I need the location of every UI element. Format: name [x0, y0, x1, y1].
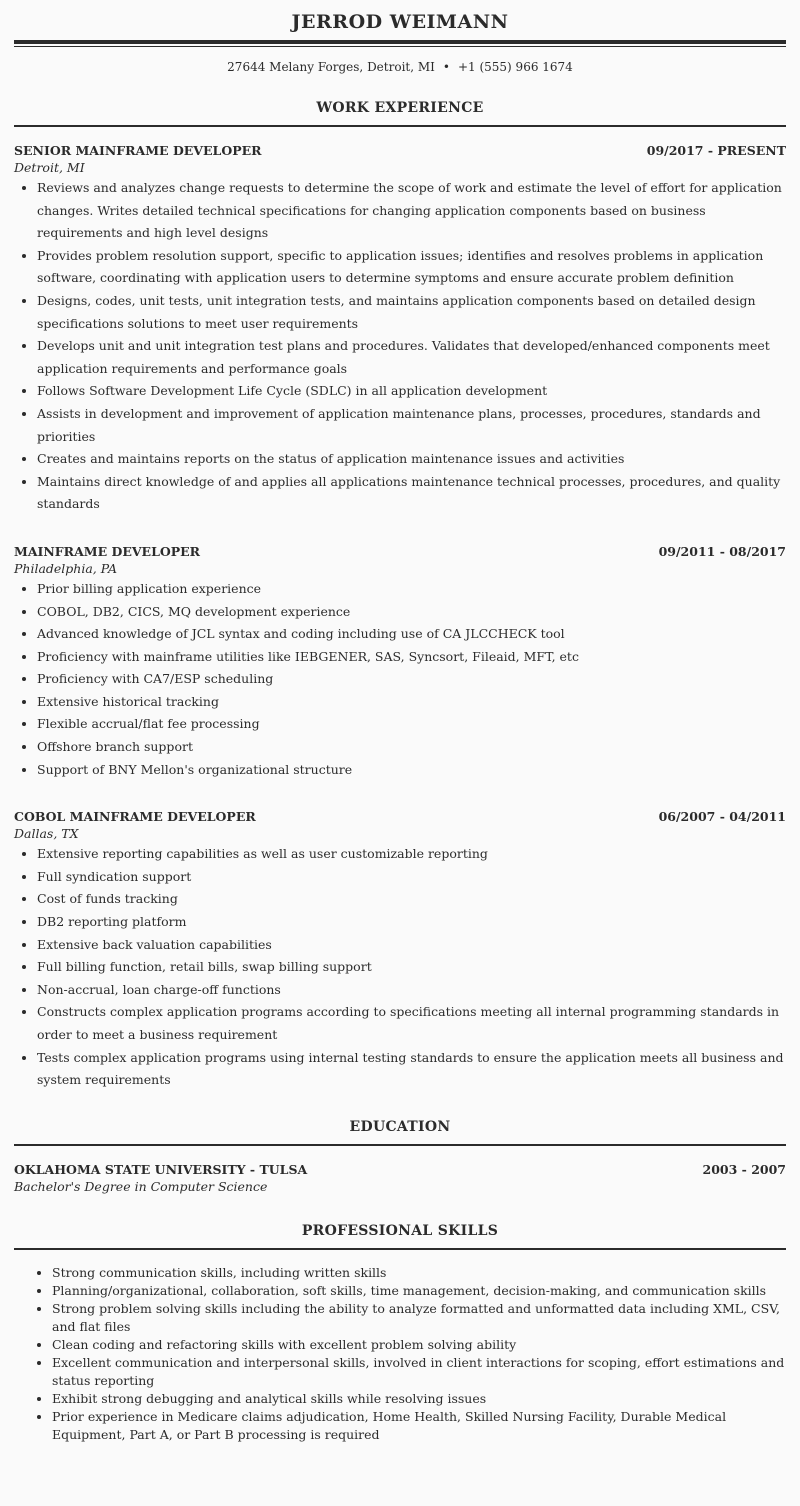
job-bullet: • Proficiency with mainframe utilities like IEBGENER, SAS, Syncsort, Fileaid, MFT, etc: [37, 646, 786, 669]
job-bullet: • Extensive back valuation capabilities: [37, 934, 786, 957]
job-bullets: [14, 578, 786, 781]
job-bullet: • Full syndication support: [37, 866, 786, 889]
education-entry: [14, 1162, 786, 1196]
job-bullet: • Assists in development and improvement of application maintenance plans, processes, procedures, standards and priorities: [37, 403, 786, 448]
skill-item: • Excellent communication and interpersonal skills, involved in client interactions for scoping, effort estimations and status reporting: [52, 1354, 786, 1390]
job-bullet: • DB2 reporting platform: [37, 911, 786, 934]
job-header: [14, 809, 786, 825]
job-bullet: • Flexible accrual/flat fee processing: [37, 713, 786, 736]
job-bullet: • Provides problem resolution support, specific to application issues; identifies and resolves problems in application software, coordinating with application users to determine symptoms and ensure accurate problem definition: [37, 245, 786, 290]
candidate-name: JERROD WEIMANN: [291, 11, 509, 33]
school-name: OKLAHOMA STATE UNIVERSITY - TULSA: [14, 1161, 308, 1177]
job-bullet: • Non-accrual, loan charge-off functions: [37, 979, 786, 1002]
job-bullet: • Prior billing application experience: [37, 578, 786, 601]
skill-item: • Strong communication skills, including written skills: [52, 1264, 786, 1282]
job-title: SENIOR MAINFRAME DEVELOPER: [14, 143, 262, 158]
job-header: [14, 544, 786, 560]
skill-item: • Strong problem solving skills including the ability to analyze formatted and unformatted data including XML, CSV, and flat files: [52, 1300, 786, 1336]
education-dates: 2003 - 2007: [702, 1161, 786, 1177]
job-bullet: • Proficiency with CA7/ESP scheduling: [37, 668, 786, 691]
education-section: [14, 1118, 786, 1196]
skills-list: [14, 1264, 786, 1444]
section-rule: [14, 1248, 786, 1250]
job-entry: [14, 544, 786, 781]
contact-phone: +1 (555) 966 1674: [457, 60, 573, 74]
degree: Bachelor's Degree in Computer Science: [14, 1178, 268, 1194]
section-rule: [14, 1144, 786, 1146]
skill-item: • Planning/organizational, collaboration, soft skills, time management, decision-making, and communication skills: [52, 1282, 786, 1300]
job-bullet: • Designs, codes, unit tests, unit integration tests, and maintains application components based on detailed design specifications solutions to meet user requirements: [37, 290, 786, 335]
job-title: COBOL MAINFRAME DEVELOPER: [14, 809, 256, 825]
job-entry: [14, 809, 786, 1092]
job-location: Detroit, MI: [14, 160, 85, 175]
job-bullet: • Develops unit and unit integration test plans and procedures. Validates that developed/enhanced components meet application requirements and performance goals: [37, 335, 786, 380]
job-bullet: • Constructs complex application programs according to specifications meeting all internal programming standards in order to meet a business requirement: [37, 1001, 786, 1046]
job-bullet: • Offshore branch support: [37, 736, 786, 759]
contact-address: 27644 Melany Forges, Detroit, MI: [227, 60, 435, 74]
job-bullet: • COBOL, DB2, CICS, MQ development experience: [37, 601, 786, 624]
job-bullet: • Reviews and analyzes change requests to determine the scope of work and estimate the level of effort for application changes. Writes detailed technical specifications for changing application components based on business requirements and high level designs: [37, 177, 786, 245]
job-bullet: • Tests complex application programs using internal testing standards to ensure the application meets all business and system requirements: [37, 1047, 786, 1092]
contact-separator: •: [442, 60, 450, 74]
section-title-professional-skills: PROFESSIONAL SKILLS: [301, 1222, 499, 1239]
skills-section: [14, 1222, 786, 1444]
skill-item: • Prior experience in Medicare claims adjudication, Home Health, Skilled Nursing Facility, Durable Medical Equipment, Part A, or Part B processing is required: [52, 1408, 786, 1444]
section-title-work-experience: WORK EXPERIENCE: [316, 100, 484, 116]
job-location: Philadelphia, PA: [14, 560, 118, 576]
job-dates: 09/2011 - 08/2017: [658, 543, 786, 559]
section-title-education: EDUCATION: [349, 1118, 451, 1135]
job-bullet: • Follows Software Development Life Cycle (SDLC) in all application development: [37, 380, 786, 403]
section-rule: [14, 125, 786, 127]
job-bullet: • Advanced knowledge of JCL syntax and coding including use of CA JLCCHECK tool: [37, 623, 786, 646]
job-bullet: • Full billing function, retail bills, swap billing support: [37, 956, 786, 979]
header-rule-thick: [14, 40, 786, 44]
job-dates: 06/2007 - 04/2011: [658, 809, 786, 825]
job-bullet: • Creates and maintains reports on the status of application maintenance issues and activities: [37, 448, 786, 471]
job-header: [14, 143, 786, 159]
skill-item: • Clean coding and refactoring skills with excellent problem solving ability: [52, 1336, 786, 1354]
job-title: MAINFRAME DEVELOPER: [14, 543, 201, 559]
skill-item: • Exhibit strong debugging and analytical skills while resolving issues: [52, 1390, 786, 1408]
job-bullet: • Extensive reporting capabilities as well as user customizable reporting: [37, 843, 786, 866]
job-bullet: • Cost of funds tracking: [37, 888, 786, 911]
job-bullet: • Extensive historical tracking: [37, 691, 786, 714]
job-location: Dallas, TX: [14, 826, 79, 842]
header-rule-thin: [14, 46, 786, 47]
education-header: [14, 1162, 786, 1178]
job-bullet: • Support of BNY Mellon's organizational structure: [37, 759, 786, 782]
job-bullets: [14, 843, 786, 1092]
job-dates: 09/2017 - PRESENT: [646, 143, 786, 158]
job-bullets: [14, 177, 786, 516]
job-entry: [14, 143, 786, 516]
contact-line: [14, 59, 786, 75]
work-experience-section: [14, 99, 786, 1092]
job-bullet: • Maintains direct knowledge of and applies all applications maintenance technical processes, procedures, and quality standards: [37, 471, 786, 516]
